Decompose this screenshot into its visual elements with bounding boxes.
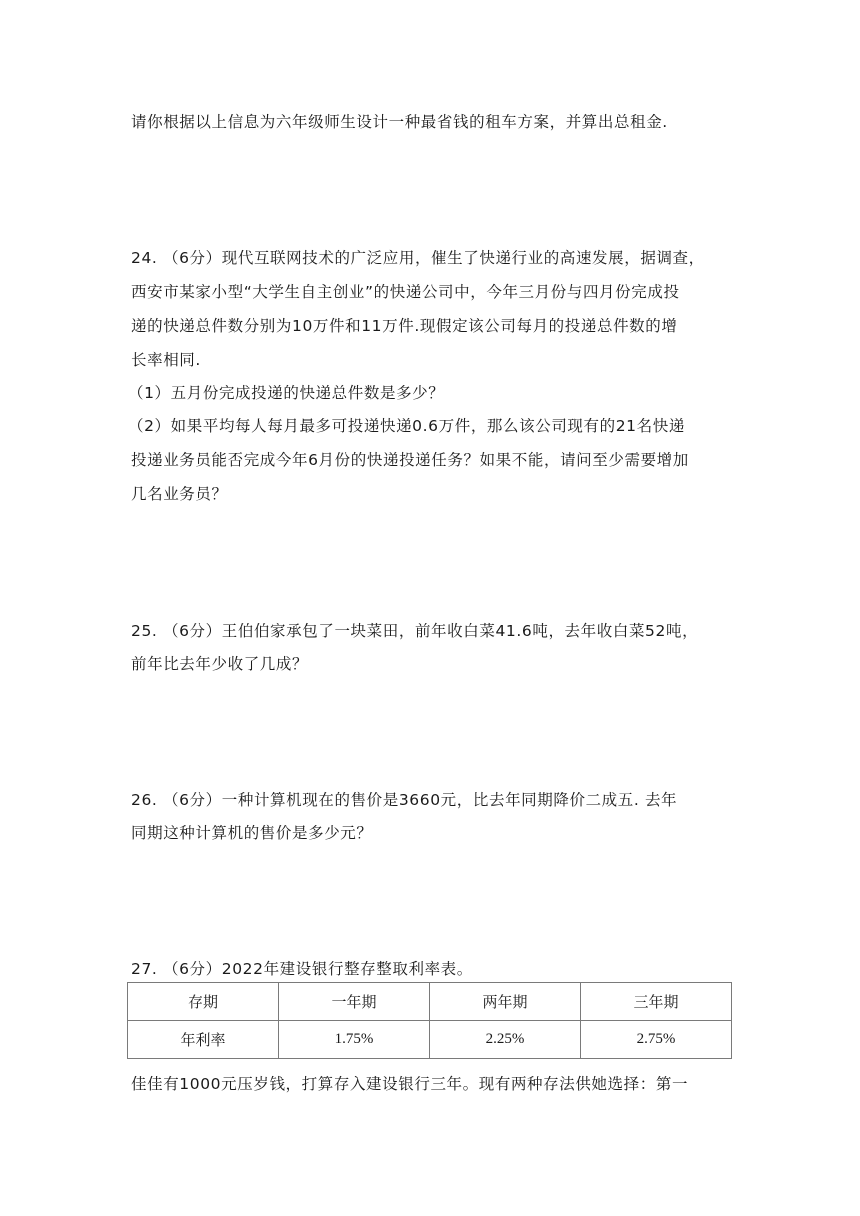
table-cell: 1.75% — [279, 1021, 430, 1059]
table-cell: 2.25% — [430, 1021, 581, 1059]
q24-line-3: 递的快递总件数分别为10万件和11万件.现假定该公司每月的投递总件数的增 — [131, 317, 678, 335]
q24-line-2: 西安市某家小型“大学生自主创业”的快递公司中，今年三月份与四月份完成投 — [131, 283, 680, 301]
intro-text: 请你根据以上信息为六年级师生设计一种最省钱的租车方案，并算出总租金. — [131, 113, 668, 131]
q24-subquestion-2-line-1: （2）如果平均每人每月最多可投递快递0.6万件，那么该公司现有的21名快递 — [128, 417, 685, 435]
q26-line-2: 同期这种计算机的售价是多少元？ — [131, 824, 373, 842]
table-header-row — [128, 983, 732, 1021]
q24-line-4: 长率相同. — [131, 351, 201, 369]
q25-line-2: 前年比去年少收了几成？ — [131, 655, 309, 673]
q24-line-1: 24. （6分）现代互联网技术的广泛应用，催生了快递行业的高速发展，据调查， — [131, 249, 705, 267]
table-header-cell: 两年期 — [430, 983, 581, 1021]
table-header-cell: 存期 — [128, 983, 279, 1021]
q24-subquestion-1: （1）五月份完成投递的快递总件数是多少？ — [128, 384, 445, 402]
q24-subquestion-2-line-3: 几名业务员？ — [131, 485, 228, 503]
q27-line-2: 佳佳有1000元压岁钱，打算存入建设银行三年。现有两种存法供她选择：第一 — [131, 1075, 689, 1093]
table-row — [128, 1021, 732, 1059]
table-cell: 2.75% — [581, 1021, 732, 1059]
q24-subquestion-2-line-2: 投递业务员能否完成今年6月份的快递投递任务？如果不能，请问至少需要增加 — [131, 451, 689, 469]
table-header-cell: 一年期 — [279, 983, 430, 1021]
table-header-cell: 三年期 — [581, 983, 732, 1021]
q26-line-1: 26. （6分）一种计算机现在的售价是3660元，比去年同期降价二成五. 去年 — [131, 791, 678, 809]
table-row-label: 年利率 — [128, 1021, 279, 1059]
interest-rate-table — [127, 982, 732, 1059]
q27-line-1: 27. （6分）2022年建设银行整存整取利率表。 — [131, 960, 473, 978]
q25-line-1: 25. （6分）王伯伯家承包了一块菜田，前年收白菜41.6吨，去年收白菜52吨， — [131, 622, 699, 640]
